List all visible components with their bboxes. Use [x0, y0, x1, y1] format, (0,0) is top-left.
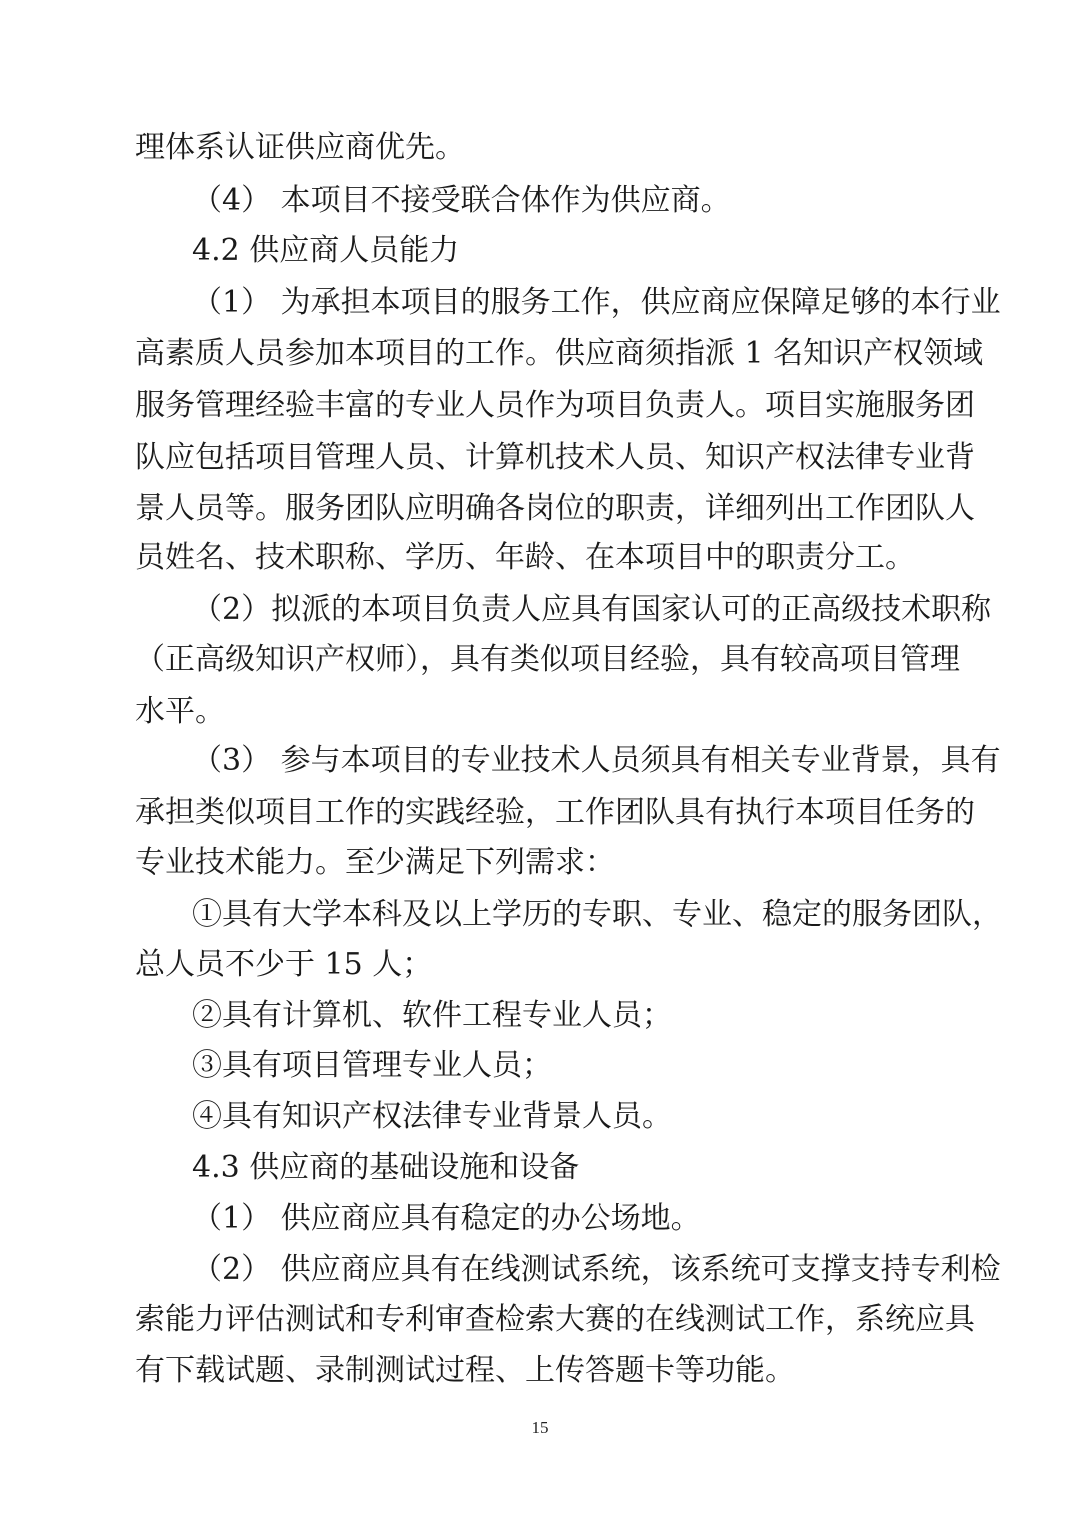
paragraph-line: 服务管理经验丰富的专业人员作为项目负责人。项目实施服务团 — [135, 388, 975, 423]
paragraph-line: （2） 供应商应具有在线测试系统，该系统可支撑支持专利检 — [192, 1252, 1001, 1287]
paragraph-line: 水平。 — [135, 694, 225, 729]
paragraph-line: （3） 参与本项目的专业技术人员须具有相关专业背景，具有 — [192, 743, 1001, 778]
list-item: ③具有项目管理专业人员； — [192, 1048, 552, 1083]
paragraph-line: 有下载试题、录制测试过程、上传答题卡等功能。 — [135, 1353, 795, 1388]
paragraph-line: 专业技术能力。至少满足下列需求： — [135, 845, 615, 880]
paragraph-line: 承担类似项目工作的实践经验，工作团队具有执行本项目任务的 — [135, 795, 975, 830]
list-item-continuation: 总人员不少于 15 人； — [135, 947, 433, 982]
paragraph-line: 高素质人员参加本项目的工作。供应商须指派 1 名知识产权领域 — [135, 336, 984, 371]
paragraph-line: 员姓名、技术职称、学历、年龄、在本项目中的职责分工。 — [135, 540, 915, 575]
section-heading: 4.3 供应商的基础设施和设备 — [192, 1150, 580, 1185]
section-heading: 4.2 供应商人员能力 — [192, 233, 460, 268]
paragraph-line: （1） 供应商应具有稳定的办公场地。 — [192, 1201, 701, 1236]
list-item: ②具有计算机、软件工程专业人员； — [192, 998, 672, 1033]
paragraph-line: 队应包括项目管理人员、计算机技术人员、知识产权法律专业背 — [135, 440, 975, 475]
list-item: ①具有大学本科及以上学历的专职、专业、稳定的服务团队， — [192, 897, 1002, 932]
paragraph-line: 景人员等。服务团队应明确各岗位的职责，详细列出工作团队人 — [135, 491, 975, 526]
paragraph-line: （1） 为承担本项目的服务工作，供应商应保障足够的本行业 — [192, 285, 1001, 320]
list-item: ④具有知识产权法律专业背景人员。 — [192, 1099, 672, 1134]
page-number: 15 — [531, 1418, 549, 1437]
paragraph-line: 理体系认证供应商优先。 — [135, 130, 465, 165]
paragraph-line: （4） 本项目不接受联合体作为供应商。 — [192, 183, 731, 218]
paragraph-line: （2）拟派的本项目负责人应具有国家认可的正高级技术职称 — [192, 592, 992, 627]
paragraph-line: （正高级知识产权师），具有类似项目经验，具有较高项目管理 — [135, 642, 960, 677]
paragraph-line: 索能力评估测试和专利审查检索大赛的在线测试工作，系统应具 — [135, 1302, 975, 1337]
